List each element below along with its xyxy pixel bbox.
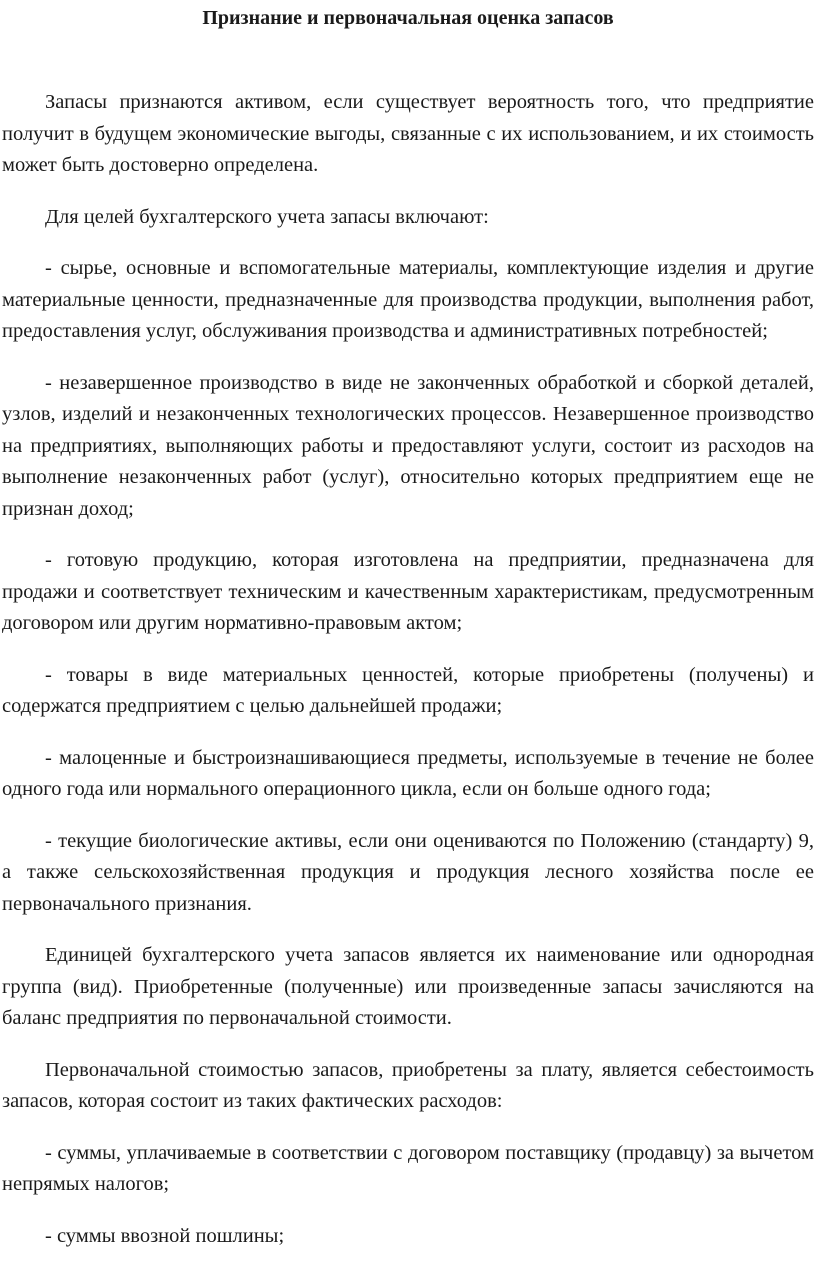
document-title: Признание и первоначальная оценка запасов: [202, 7, 614, 29]
document-body: [2, 87, 814, 1272]
list-item-low-value-items: - малоценные и быстроизнашивающиеся предметы, используемые в течение не более одного года или нормального операционного цикла, если он больше одного года;: [2, 746, 814, 800]
paragraph-accounting-unit: Единицей бухгалтерского учета запасов является их наименование или однородная группа (вид). Приобретенные (полученные) или произведенные запасы зачисляются на баланс предприятия по первоначальной стоимости.: [2, 944, 814, 1029]
paragraph-inventory-includes: Для целей бухгалтерского учета запасы включают:: [45, 205, 489, 228]
paragraph-initial-cost: Первоначальной стоимостью запасов, приобретены за плату, является себестоимость запасов, которая состоит из таких фактических расходов:: [2, 1058, 814, 1112]
paragraph-intro: Запасы признаются активом, если существует вероятность того, что предприятие получит в будущем экономические выгоды, связанные с их использованием, и их стоимость может быть достоверно определена.: [2, 91, 814, 176]
list-item-work-in-progress: - незавершенное производство в виде не законченных обработкой и сборкой деталей, узлов, изделий и незаконченных технологических процессов. Незавершенное производство на предприятиях, выполняющих работы и предоставляют услуги, состоит из расходов на выполнение незаконченных работ (услуг), относительно которых предприятием еще не признан доход;: [2, 371, 814, 520]
list-item-finished-goods: - готовую продукцию, которая изготовлена на предприятии, предназначена для продажи и соответствует техническим и качественным характеристикам, предусмотренным договором или другим нормативно-правовым актом;: [2, 549, 814, 634]
list-item-goods-for-resale: - товары в виде материальных ценностей, которые приобретены (получены) и содержатся предприятием с целью дальнейшей продажи;: [2, 663, 814, 717]
list-item-import-duty: - суммы ввозной пошлины;: [45, 1224, 285, 1247]
list-item-supplier-payments: - суммы, уплачиваемые в соответствии с договором поставщику (продавцу) за вычетом непрямых налогов;: [2, 1141, 814, 1195]
list-item-biological-assets: - текущие биологические активы, если они оцениваются по Положению (стандарту) 9, а также сельскохозяйственная продукция и продукция лесного хозяйства после ее первоначального признания.: [2, 829, 814, 915]
list-item-raw-materials: - сырье, основные и вспомогательные материалы, комплектующие изделия и другие материальные ценности, предназначенные для производства продукции, выполнения работ, предоставления услуг, обслуживания производства и административных потребностей;: [2, 257, 814, 342]
